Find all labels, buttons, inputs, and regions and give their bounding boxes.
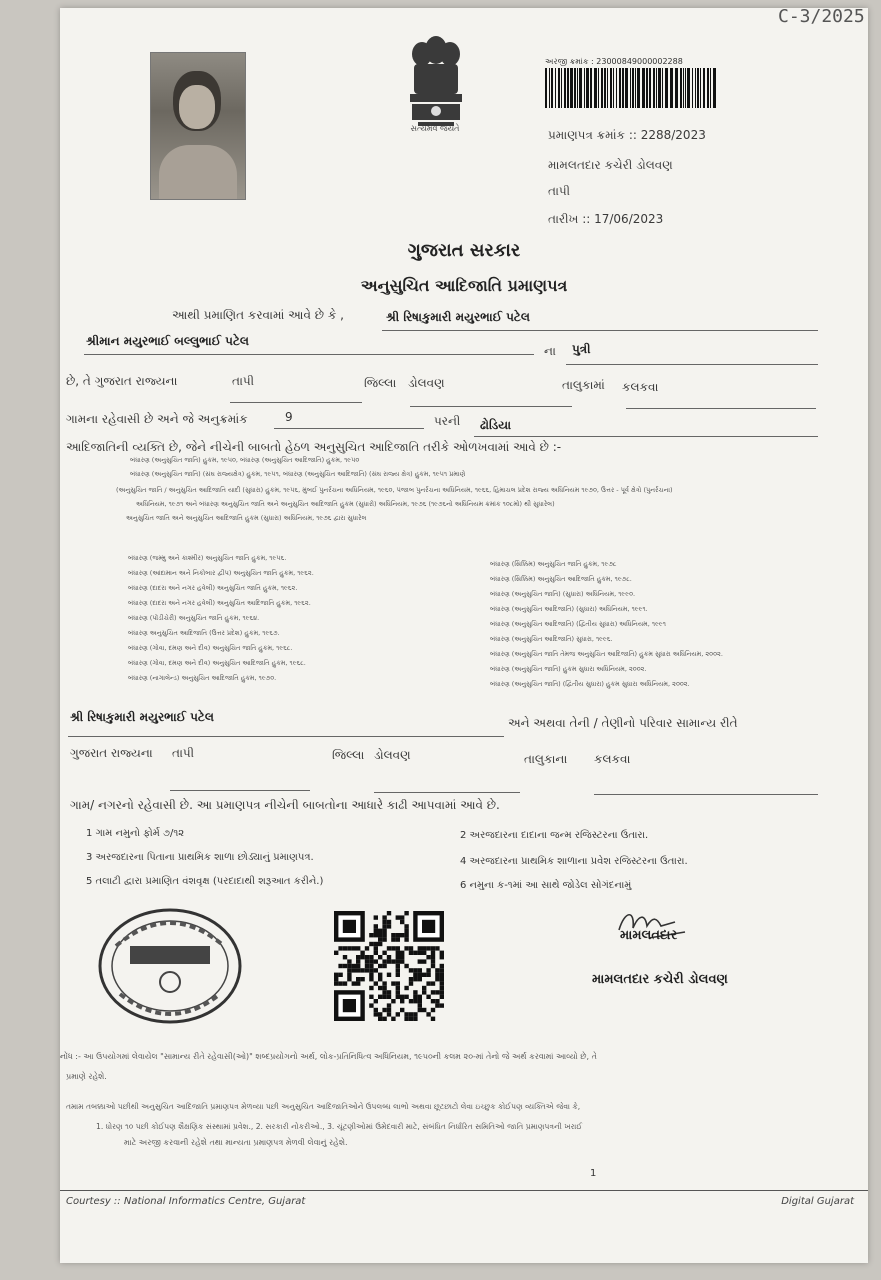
order-line-2: બંધારણ (અનુસુચિત જાતિ) (સંઘ રાજ્યક્ષેત્ર) હુકમ, ૧૯૫૧, બંધારણ (અનુસુચિત આદિજાતિ) (સંઘ રાજ્ય ક્ષેત્ર) હુકમ, ૧૯૫૧ પ્રમાણે bbox=[130, 470, 466, 478]
note-4: માટે અરજી કરવાની રહેશે તથા માન્યતા પ્રમાણપત્ર મેળવી લેવાનું રહેશે. bbox=[124, 1138, 348, 1147]
note-2: તમામ તબક્કાઓ પછીથી અનુસુચિત આદિજાતિ પ્રમાણપત્ર મેળવ્યા પછી અનુસુચિત આદિજાતિઓને ઉપલબ્ધ લાભો અથવા છૂટછાટો લેવા ઇચ્છુક કોઈપણ વ્યક્તિએ જેવા કે, bbox=[66, 1102, 581, 1111]
issuing-district: તાપી bbox=[548, 184, 571, 198]
signatory-office: મામલતદાર કચેરી ડોલવણ bbox=[592, 972, 728, 987]
family-text: અને અથવા તેની / તેણીનો પરિવાર સામાન્ય રીતે bbox=[508, 716, 738, 730]
serial-number: 9 bbox=[285, 410, 293, 424]
order-left-9: બંધારણ (નાગાલેન્ડ) અનુસુચિત આદિજાતિ હુકમ, ૧૯૭૦. bbox=[128, 674, 277, 682]
issuing-office: મામલતદાર કચેરી ડોલવણ bbox=[548, 158, 673, 172]
district-name-2: તાપી bbox=[172, 746, 195, 760]
order-right-3: બંધારણ (અનુસુચિત જાતિ) (સુધારા) અધિનિયમ, ૧૯૯૦. bbox=[490, 590, 636, 598]
note-1: નોંધ :- આ ઉપયોગમાં લેવાયેલ "સામાન્ય રીતે રહેવાસી(ઓ)" શબ્દપ્રયોગનો અર્થ, લોક-પ્રતિનિધિત્વ અધિનિયમ, ૧૯૫૦ની કલમ ૨૦-માં તેનો જે અર્થ કરવામાં આવ્યો છે, તે bbox=[60, 1052, 597, 1061]
order-left-6: બંધારણ અનુસુચિત આદિજાતિ (ઉત્તર પ્રદેશ) હુકમ, ૧૯૬૭. bbox=[128, 629, 280, 637]
issue-date: તારીખ :: 17/06/2023 bbox=[548, 212, 664, 226]
note-3: 1. ધોરણ ૧૦ પછી કોઈપણ શૈક્ષણિક સંસ્થામાં પ્રવેશ., 2. સરકારી નોકરીઓ., 3. ચૂંટણીઓમાં ઉમેદવારી માટે, સંબંધિત નિર્ધારિત સમિતિઓ જાતિ પ્રમાણપત્રની ખરાઈ bbox=[96, 1122, 583, 1131]
certificate-page bbox=[60, 8, 868, 1263]
document-5: 5 તલાટી દ્વારા પ્રમાણિત વંશવૃક્ષ (પરદાદાથી શરૂઆત કરીને.) bbox=[86, 876, 324, 887]
footer-divider bbox=[60, 1190, 868, 1191]
corner-handwritten-ref: C-3/2025 bbox=[778, 6, 865, 27]
taluka-name-2: ડોલવણ bbox=[374, 748, 411, 762]
taluka-name: ડોલવણ bbox=[408, 376, 445, 390]
person-name: શ્રી રિષાકુમારી મયુરભાઈ પટેલ bbox=[386, 310, 530, 324]
order-right-6: બંધારણ (અનુસુચિત આદિજાતિ) સુધારા, ૧૯૯૬. bbox=[490, 635, 613, 643]
resident-text: ગામના રહેવાસી છે અને જે અનુક્રમાંક bbox=[66, 412, 248, 426]
note-1b: પ્રમાણે રહેશે. bbox=[66, 1072, 107, 1081]
village-name: કલકવા bbox=[622, 380, 659, 394]
document-2: 2 અરજદારના દાદાના જન્મ રજિસ્ટરના ઉતારા. bbox=[460, 830, 649, 841]
document-1: 1 ગામ નમુનો ફોર્મ ૭/૧૨ bbox=[86, 828, 185, 839]
order-line-1: બંધારણ (અનુસુચિત જાતિ) હુકમ, ૧૯૫૦, બંધારણ (અનુસુચિત આદિજાતિ) હુકમ, ૧૯૫૦ bbox=[130, 456, 360, 464]
order-right-5: બંધારણ (અનુસુચિત આદિજાતિ) (દ્વિતીય સુધારા) અધિનિયમ, ૧૯૯૧ bbox=[490, 620, 666, 628]
tribe-name: ઢોડિયા bbox=[480, 418, 512, 432]
order-line-5: અનુસુચિત જાતિ અને અનુસુચિત આદિજાતિ હુકમ (સુધારા) અધિનિયમ, ૧૯૭૬ દ્વારા સુધારેલ bbox=[126, 514, 367, 522]
page-mark: 1 bbox=[590, 1168, 597, 1179]
document-3: 3 અરજદારના પિતાના પ્રાથમિક શાળા છોડ્યાનું પ્રમાણપત્ર. bbox=[86, 852, 314, 863]
taluka-text: તાલુકામાં bbox=[562, 378, 605, 392]
village-name-2: કલકવા bbox=[594, 752, 631, 766]
government-title: ગુજરાત સરકાર bbox=[407, 240, 521, 261]
footer-brand: Digital Gujarat bbox=[781, 1196, 854, 1207]
emblem-caption: સત્યમેવ જયતે bbox=[410, 124, 460, 133]
official-seal-stamp bbox=[96, 906, 244, 1026]
jilla-text-2: જિલ્લા bbox=[332, 748, 365, 762]
relation: પુત્રી bbox=[572, 342, 591, 356]
document-6: 6 નમુના ક-૧માં આ સાથે જોડેલ સોગંદનામું bbox=[460, 880, 632, 891]
person-name-repeat: શ્રી રિષાકુમારી મયુરભાઈ પટેલ bbox=[70, 710, 214, 724]
verification-qr-code bbox=[334, 910, 444, 1022]
order-left-5: બંધારણ (પોંડીચેરી) અનુસુચિત જાતિ હુકમ, ૧૯૬૪. bbox=[128, 614, 260, 622]
tribe-text: આદિજાતિની વ્યક્તિ છે, જેને નીચેની બાબતો હેઠળ અનુસુચિત આદિજાતિ તરીકે ઓળખવામાં આવે છે :- bbox=[66, 440, 562, 454]
certificate-number: પ્રમાણપત્ર ક્રમાંક :: 2288/2023 bbox=[548, 128, 706, 142]
basis-text: ગામ/ નગરનો રહેવાસી છે. આ પ્રમાણપત્ર નીચેની બાબતોના આધારે કાઢી આપવામાં આવે છે. bbox=[70, 798, 500, 812]
order-right-1: બંધારણ (સિક્કિમ) અનુસુચિત જાતિ હુકમ, ૧૯૭૮ bbox=[490, 560, 617, 568]
signatory-title: મામલતદાર bbox=[620, 928, 678, 943]
state-text-2: ગુજરાત રાજ્યના bbox=[70, 746, 153, 760]
footer-courtesy: Courtesy :: National Informatics Centre, Gujarat bbox=[66, 1196, 306, 1207]
barcode-label: અરજી ક્રમાંક : 23000849000002288 bbox=[545, 57, 683, 66]
jilla-text: જિલ્લા bbox=[364, 376, 397, 390]
order-left-3: બંધારણ (દાદરા અને નગર હવેલી) અનુસુચિત જાતિ હુકમ, ૧૯૬૨. bbox=[128, 584, 298, 592]
order-right-8: બંધારણ (અનુસુચિત જાતિ) હુકમ સુધારા અધિનિયમ, ૨૦૦૨. bbox=[490, 665, 647, 673]
certify-text: આથી પ્રમાણિત કરવામાં આવે છે કે , bbox=[172, 308, 344, 322]
order-right-2: બંધારણ (સિક્કિમ) અનુસુચિત આદિજાતિ હુકમ, ૧૯૭૮. bbox=[490, 575, 632, 583]
document-4: 4 અરજદારના પ્રાથમિક શાળાના પ્રવેશ રજિસ્ટરના ઉતારા. bbox=[460, 856, 688, 867]
district-name: તાપી bbox=[232, 374, 255, 388]
taluka-text-2: તાલુકાના bbox=[524, 752, 568, 766]
applicant-photo bbox=[150, 52, 246, 200]
order-left-7: બંધારણ (ગોવા, દમણ અને દીવ) અનુસુચિત જાતિ હુકમ, ૧૯૬૮. bbox=[128, 644, 293, 652]
order-right-9: બંધારણ (અનુસુચિત જાતિ) (દ્વિતીય સુધારા) હુકમ સુધારા અધિનિયમ, ૨૦૦૨. bbox=[490, 680, 690, 688]
order-left-1: બંધારણ (જમ્મુ અને કાશ્મીર) અનુસુચિત જાતિ હુકમ, ૧૯૫૬. bbox=[128, 554, 287, 562]
order-line-4: અધિનિયમ, ૧૯૭૧ અને બંધારણ અનુસુચિત જાતિ અને અનુસુચિત આદિજાતિ હુકમ (સુધારો) અધિનિયમ, ૧૯૭૬ (૧૯૭૬નો અધિનિયમ ક્રમાંક ૧૦૮મો) થી સુધારેલ) bbox=[136, 500, 555, 508]
certificate-title: અનુસુચિત આદિજાતિ પ્રમાણપત્ર bbox=[360, 276, 568, 295]
order-left-2: બંધારણ (આંદામાન અને નિકોબાર દ્વીપ) અનુસુચિત જાતિ હુકમ, ૧૯૬૨. bbox=[128, 569, 314, 577]
order-left-4: બંધારણ (દાદરા અને નગર હવેલી) અનુસુચિત આદિજાતિ હુકમ, ૧૯૬૨. bbox=[128, 599, 311, 607]
order-line-3: (અનુસુચિત જાતિ / અનુસુચિત આદિજાતિ યાદી (સુધારા) હુકમ, ૧૯૫૬, મુંબઈ પુનર્રચના અધિનિયમ, ૧૯૬૦, પંજાબ પુનર્રચના અધિનિયમ, ૧૯૬૬, હિમાચલ પ્રદેશ રાજ્ય અધિનિયમ ૧૯૭૦, ઉત્તર - પૂર્વ ક્ષેત્રો (પુનર્રચના) bbox=[116, 486, 673, 494]
barcode bbox=[545, 68, 717, 108]
state-text: છે, તે ગુજરાત રાજ્યના bbox=[66, 374, 178, 388]
order-left-8: બંધારણ (ગોવા, દમણ અને દીવ) અનુસુચિત આદિજાતિ હુકમ, ૧૯૬૮. bbox=[128, 659, 306, 667]
na-text: ના bbox=[544, 344, 556, 358]
parni-text: પરની bbox=[434, 414, 461, 428]
order-right-7: બંધારણ (અનુસુચિત જાતિ તેમજ અનુસુચિત આદિજાતિ) હુકમ સુધારા અધિનિયમ, ૨૦૦૨. bbox=[490, 650, 723, 658]
order-right-4: બંધારણ (અનુસુચિત આદિજાતિ) (સુધારા) અધિનિયમ, ૧૯૯૧. bbox=[490, 605, 648, 613]
father-name: શ્રીમાન મયુરભાઈ બલ્લુભાઈ પટેલ bbox=[86, 334, 250, 348]
